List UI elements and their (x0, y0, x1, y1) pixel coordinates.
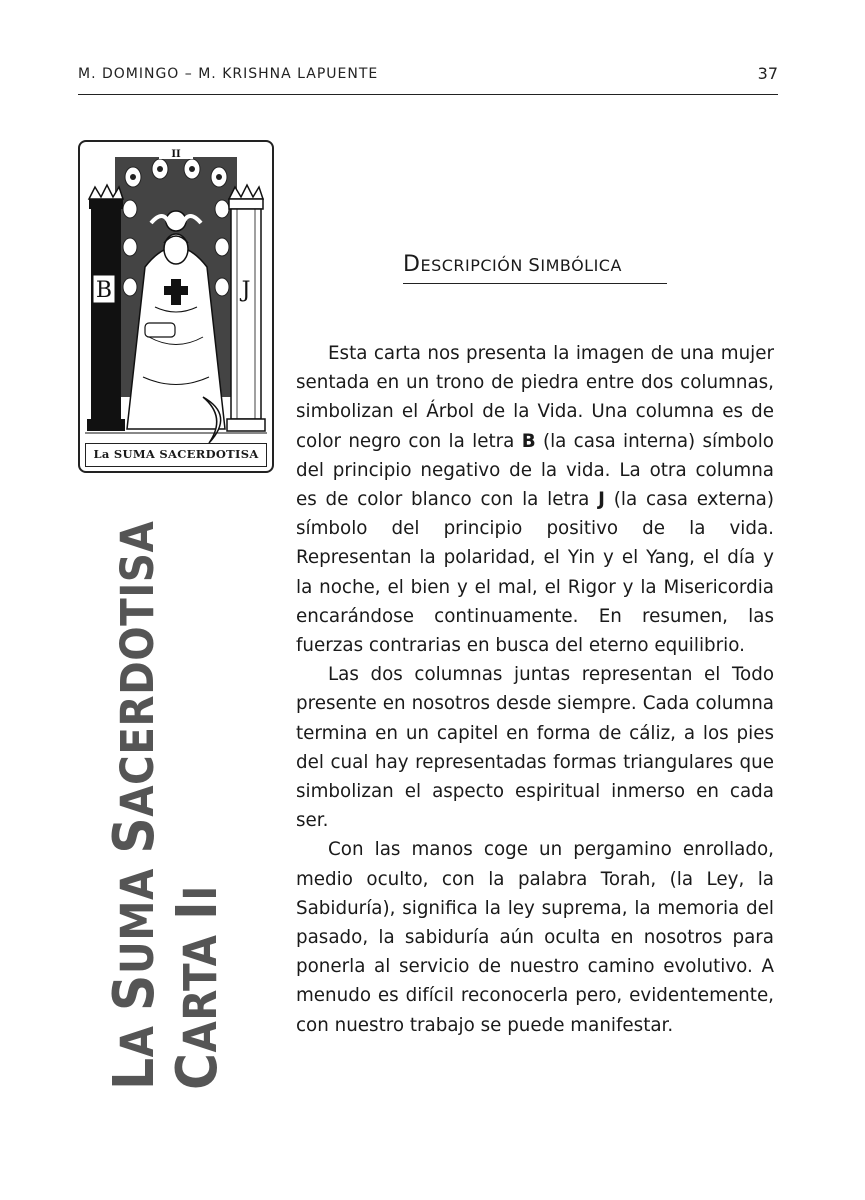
side-title-line-2: CARTA II (165, 885, 230, 1090)
side-title-line-1: LA SUMA SACERDOTISA (102, 520, 167, 1090)
pillar-letter-b: B (95, 278, 113, 303)
section-heading: DESCRIPCIÓN SIMBÓLICA (403, 252, 667, 284)
paragraph-2: Las dos columnas juntas representan el Todo presente en nosotros desde siempre. Cada columna termina en un capitel en forma de cáliz, a los pies del cual hay representadas formas triangulares que simbolizan el aspecto espiritual inmerso en cada ser. (296, 664, 774, 832)
body-text (296, 339, 774, 1040)
paragraph-1: Esta carta nos presenta la imagen de una mujer sentada en un trono de piedra entre dos columnas, simbolizan el Árbol de la Vida. Una columna es de color negro con la letra B (la casa interna) símbolo del principio negativo de la vida. La otra columna es de color blanco con la letra J (la casa externa) símbolo del principio positivo de la vida. Representan la polaridad, el Yin y el Yang, el día y la noche, el bien y el mal, el Rigor y la Misericordia encarándose continuamente. En resumen, las fuerzas contrarias en busca del eterno equilibrio. (296, 343, 774, 657)
pillar-letter-j: J (241, 278, 251, 303)
card-caption: La SUMA SACERDOTISA (85, 443, 267, 467)
header-authors: M. DOMINGO – M. KRISHNA LAPUENTE (78, 66, 379, 82)
paragraph-3: Con las manos coge un pergamino enrollado, medio oculto, con la palabra Torah, (la Ley, la Sabiduría), significa la ley suprema, la memoria del pasado, la sabiduría aún oculta en nosotros para ponerla al servicio de nuestro camino evolutivo. A menudo es difícil reconocerla pero, evidentemente, con nuestro trabajo se puede manifestar. (296, 839, 774, 1036)
tarot-card-image (78, 140, 274, 473)
page-number: 37 (757, 64, 778, 83)
vertical-card-title (102, 520, 231, 1090)
card-illustration (85, 147, 267, 445)
page-header (78, 62, 778, 95)
card-numeral: II (171, 149, 181, 160)
